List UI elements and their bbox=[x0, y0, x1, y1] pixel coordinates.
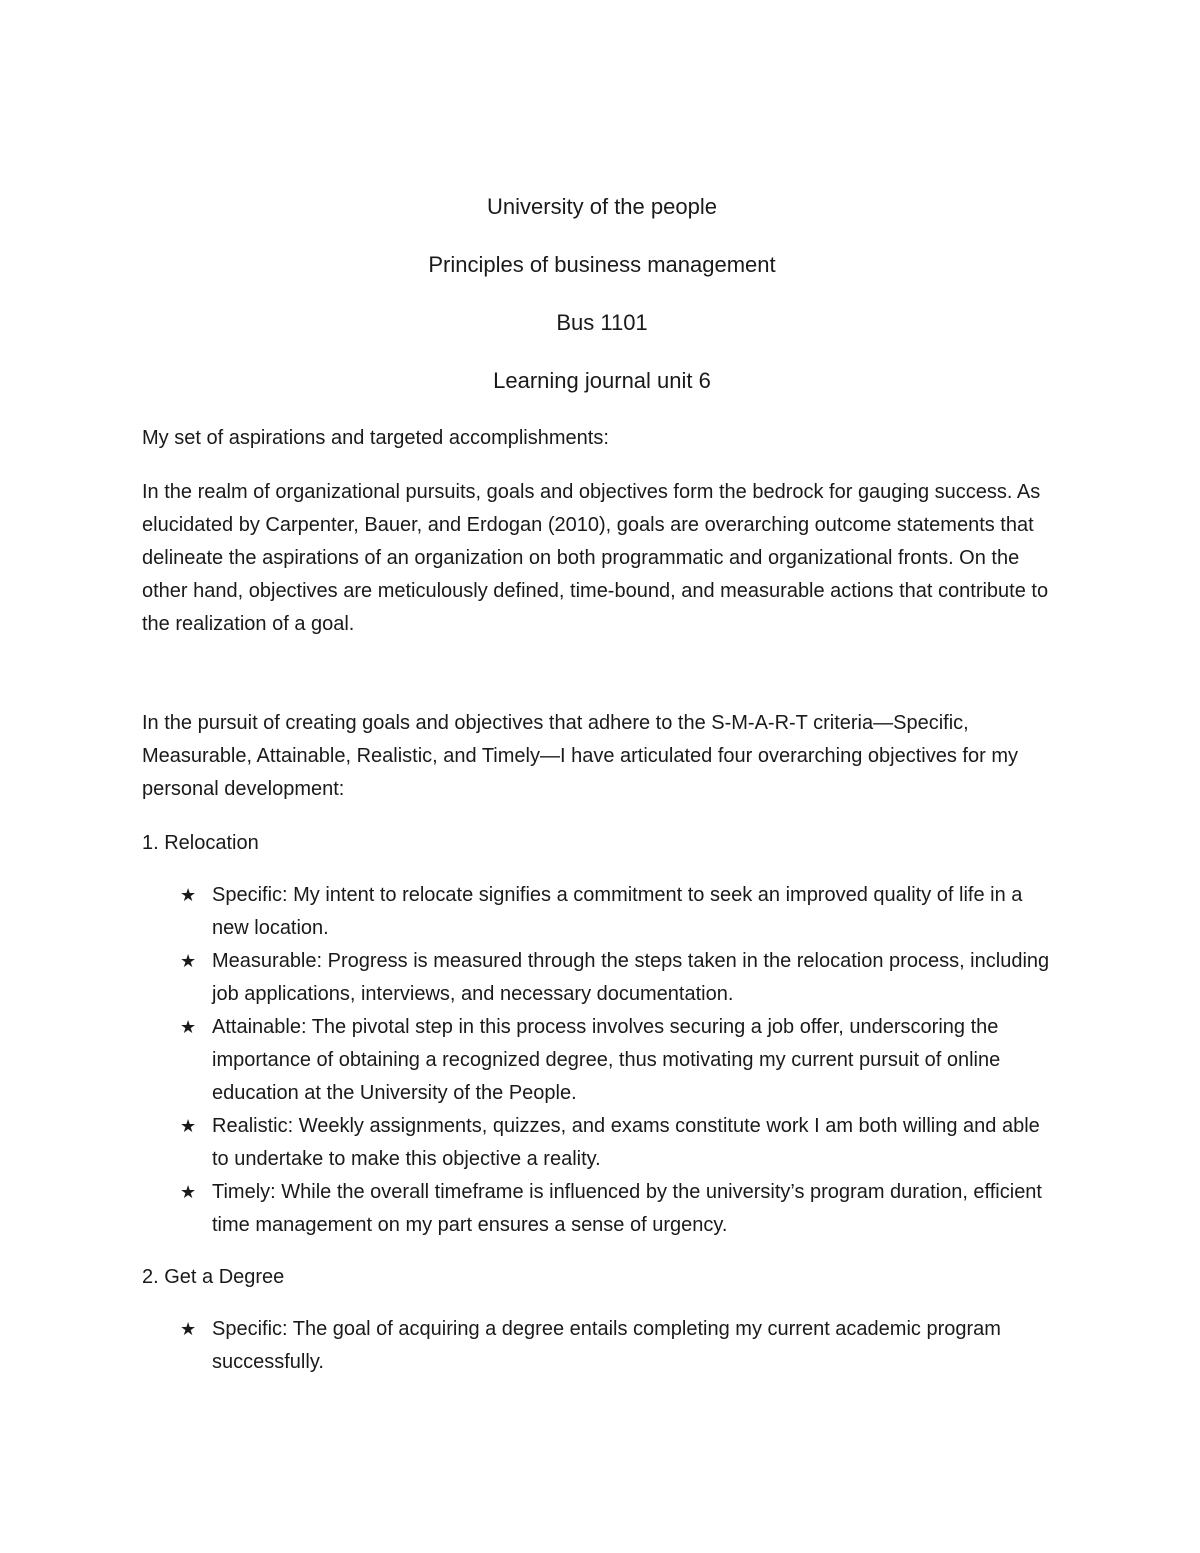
star-bullet-icon: ★ bbox=[180, 1017, 197, 1038]
course-name: Principles of business management bbox=[428, 252, 776, 277]
list-item-text: Specific: My intent to relocate signifies a commitment to seek an improved quality of life in a new location. bbox=[212, 884, 1023, 939]
list-item bbox=[142, 1011, 1062, 1110]
degree-list bbox=[142, 1313, 1062, 1379]
paragraph-spacer bbox=[142, 662, 1062, 707]
list-item-text: Timely: While the overall timeframe is influenced by the university’s program duration, efficient time management on my part ensures a sense of urgency. bbox=[212, 1181, 1042, 1236]
section-heading-degree: 2. Get a Degree bbox=[142, 1266, 285, 1288]
course-code: Bus 1101 bbox=[556, 310, 648, 335]
list-item-text: Specific: The goal of acquiring a degree entails completing my current academic program successfully. bbox=[212, 1318, 1001, 1373]
list-item-text: Realistic: Weekly assignments, quizzes, and exams constitute work I am both willing and able to undertake to make this objective a reality. bbox=[212, 1115, 1040, 1170]
list-item bbox=[142, 945, 1062, 1011]
star-bullet-icon: ★ bbox=[180, 1116, 197, 1137]
list-item bbox=[142, 879, 1062, 945]
list-item-text: Attainable: The pivotal step in this process involves securing a job offer, underscoring the importance of obtaining a recognized degree, thus motivating my current pursuit of online education at the University of the People. bbox=[212, 1016, 1001, 1104]
intro-heading: My set of aspirations and targeted accomplishments: bbox=[142, 427, 609, 449]
section-heading-relocation: 1. Relocation bbox=[142, 832, 259, 854]
list-item-text: Measurable: Progress is measured through the steps taken in the relocation process, including job applications, interviews, and necessary documentation. bbox=[212, 950, 1050, 1005]
university-title: University of the people bbox=[487, 194, 717, 219]
relocation-list bbox=[142, 879, 1062, 1242]
list-item bbox=[142, 1176, 1062, 1242]
assignment-title: Learning journal unit 6 bbox=[493, 368, 711, 393]
list-item bbox=[142, 1110, 1062, 1176]
document-body bbox=[142, 190, 1062, 1398]
star-bullet-icon: ★ bbox=[180, 1319, 197, 1340]
intro-paragraph-2: In the pursuit of creating goals and objectives that adhere to the S-M-A-R-T criteria—Specific, Measurable, Attainable, Realistic, and Timely—I have articulated four overarching objectives for my personal development: bbox=[142, 712, 1018, 800]
list-item bbox=[142, 1313, 1062, 1379]
star-bullet-icon: ★ bbox=[180, 951, 197, 972]
intro-paragraph-1: In the realm of organizational pursuits, goals and objectives form the bedrock for gauging success. As elucidated by Carpenter, Bauer, and Erdogan (2010), goals are overarching outcome statements that delineate the aspirations of an organization on both programmatic and organizational fronts. On the other hand, objectives are meticulously defined, time-bound, and measurable actions that contribute to the realization of a goal. bbox=[142, 481, 1049, 635]
star-bullet-icon: ★ bbox=[180, 1182, 197, 1203]
star-bullet-icon: ★ bbox=[180, 885, 197, 906]
